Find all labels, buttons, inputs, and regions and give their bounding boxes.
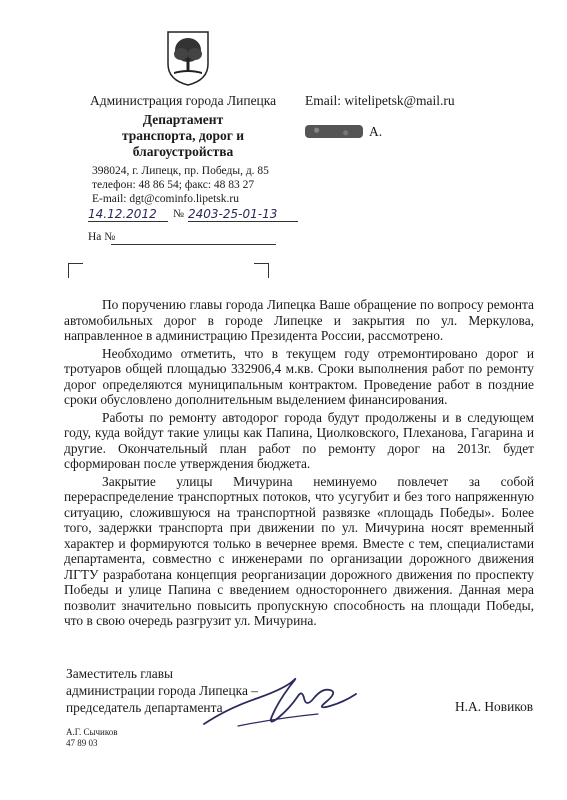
handwritten-signature — [198, 668, 368, 738]
department-address: 398024, г. Липецк, пр. Победы, д. 85 телефон: 48 86 54; факс: 48 83 27 E-mail: dgt@cominfo.lipetsk.ru — [92, 165, 269, 205]
city-emblem-icon — [166, 30, 210, 86]
recipient-email: Email: witelipetsk@mail.ru — [305, 93, 455, 108]
address-corner-right — [254, 263, 269, 278]
signatory-title: Заместитель главы администрации города Липецка – председатель департамента — [66, 666, 258, 715]
recipient-name: А. — [305, 124, 382, 140]
executor-info: А.Г. Сычиков 47 89 03 — [66, 727, 118, 748]
address-corner-left — [68, 263, 83, 278]
administration-title: Администрация города Липецка — [90, 93, 277, 108]
reply-reference: На № — [88, 231, 115, 243]
letter-number: 2403-25-01-13 — [188, 207, 298, 222]
signatory-name: Н.А. Новиков — [455, 699, 534, 714]
letter-date: 14.12.2012 — [88, 207, 168, 222]
body-paragraph: Необходимо отметить, что в текущем году отремонтировано дорог и тротуаров общей площадью 332906,4 м.кв. Сроки выполнения работ по ремонту дорог определяются муниципальным контрактом. Проведение работ в поздние сроки обусловлено дополнительным выделением финансирования. — [64, 345, 534, 407]
number-sign: № — [173, 208, 184, 220]
registration-line — [88, 207, 298, 223]
body-paragraph: Работы по ремонту автодорог города будут продолжены и в следующем году, куда войдут такие улицы как Папина, Циолковского, Плеханова, Гагарина и другие. Окончательный план работ по ремонту дорог на 2013г. будет сформирован после утверждения бюджета. — [64, 409, 534, 471]
letter-body — [64, 297, 534, 631]
body-paragraph: По поручению главы города Липецка Ваше обращение по вопросу ремонта автомобильных дорог в городе Липецке и закрытия по ул. Меркулова, направленное в администрацию Президента России, рассмотрено. — [64, 297, 534, 343]
body-paragraph: Закрытие улицы Мичурина неминуемо повлечет за собой перераспределение транспортных потоков, что усугубит и без того напряженную ситуацию, сложившуюся на транспортной развязке «площадь Победы». Более того, задержки транспорта при движении по ул. Мичурина носят временный характер и формируются только в вечернее время. Вместе с тем, специалистами департамента, совместно с инженерами по организации дорожного движения ЛГТУ разработана концепция реорганизации дорожного движения по проспекту Победы и улице Папина с введением одностороннего движения. Данная мера позволит значительно повысить пропускную способность на площади Победы, что в свою очередь разгрузит ул. Мичурина. — [64, 473, 534, 628]
redacted-surname — [305, 125, 363, 138]
department-name: Департамент транспорта, дорог и благоустройства — [121, 112, 245, 159]
reply-blank-line — [111, 244, 276, 245]
